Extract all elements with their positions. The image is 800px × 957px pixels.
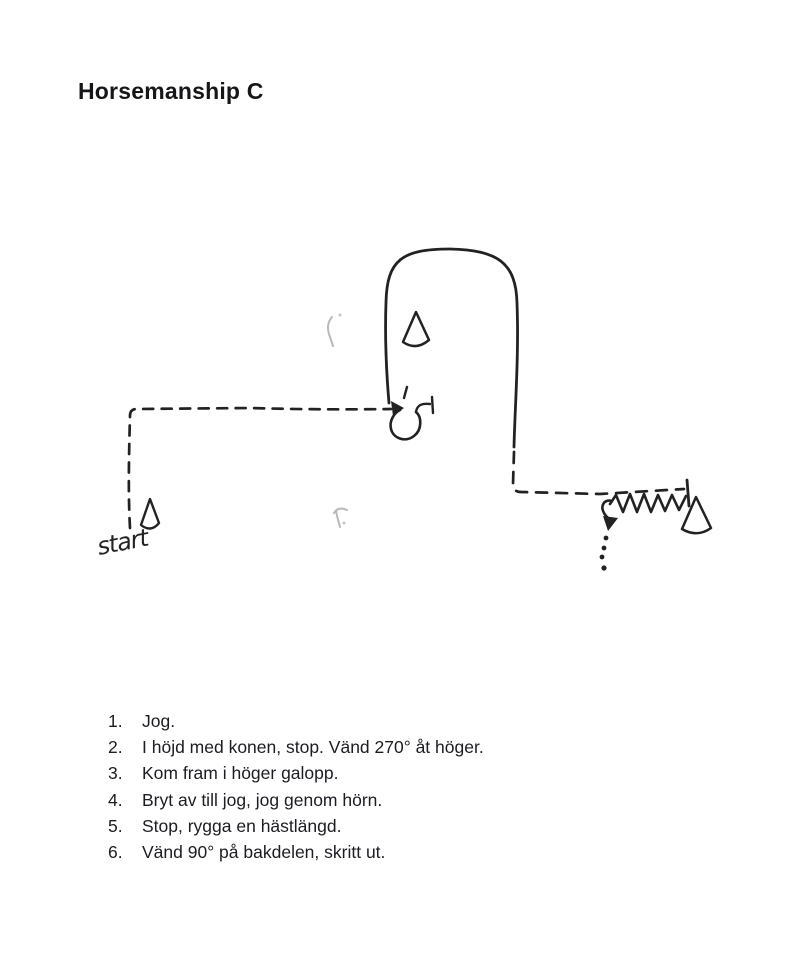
start-label: start — [94, 523, 151, 561]
right-jog-dashed-path — [513, 452, 684, 494]
instruction-text: I höjd med konen, stop. Vänd 270° åt höger. — [142, 737, 484, 758]
instruction-number: 2. — [108, 737, 123, 758]
finish-cone — [682, 497, 711, 533]
instruction-text: Jog. — [142, 711, 176, 731]
instruction-number: 5. — [108, 815, 123, 836]
instruction-text: Kom fram i höger galopp. — [142, 763, 339, 784]
instruction-item — [108, 760, 484, 786]
instruction-text: Bryt av till jog, jog genom hörn. — [142, 789, 383, 810]
instruction-item — [108, 813, 484, 839]
instruction-list — [108, 708, 484, 865]
page-title: Horsemanship C — [78, 78, 264, 104]
jog-dashed-path — [129, 408, 391, 528]
instruction-number: 4. — [108, 789, 123, 810]
turn-270-loop-symbol — [391, 387, 433, 439]
walk-out-dotted-path — [600, 536, 609, 571]
gallop-solid-arch-path — [386, 249, 518, 447]
instruction-item — [108, 787, 484, 813]
instruction-number: 3. — [108, 763, 123, 784]
instruction-text: Vänd 90° på bakdelen, skritt ut. — [142, 842, 386, 863]
instruction-number: 1. — [108, 711, 123, 731]
backup-zigzag — [610, 494, 686, 512]
faint-pencil-mark-lower — [334, 509, 347, 527]
instruction-number: 6. — [108, 842, 123, 863]
instruction-item — [108, 734, 484, 760]
instruction-item — [108, 839, 484, 865]
finish-tick — [687, 480, 689, 506]
instruction-item — [108, 708, 484, 734]
instruction-text: Stop, rygga en hästlängd. — [142, 815, 342, 836]
cone-inside-arch — [403, 312, 429, 346]
faint-pencil-mark-upper — [328, 314, 342, 347]
